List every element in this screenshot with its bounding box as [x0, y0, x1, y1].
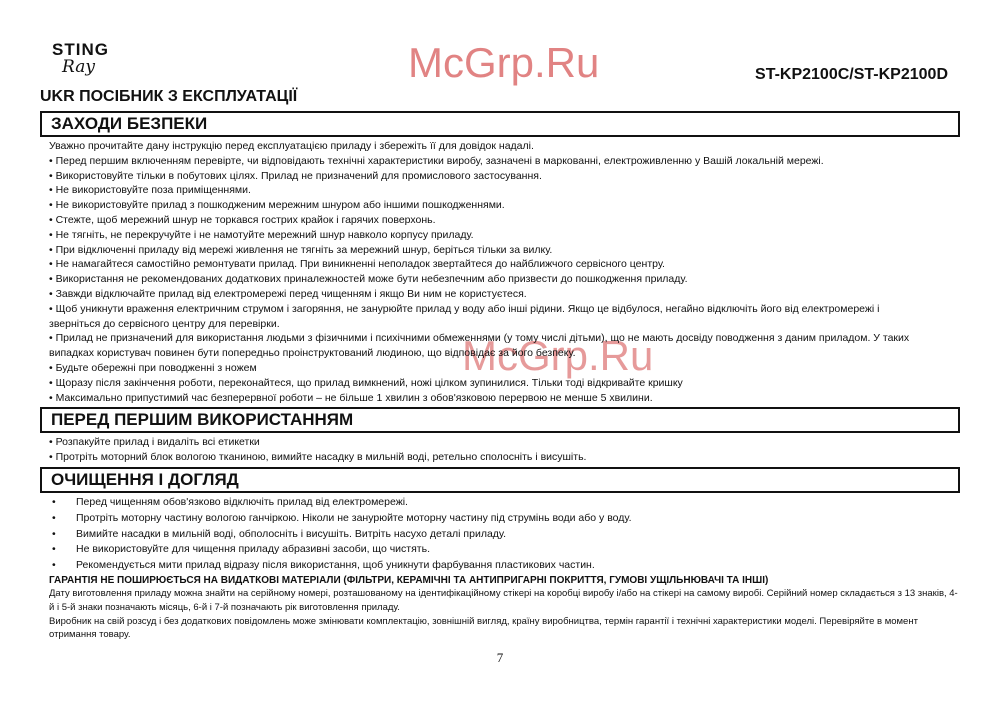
list-item: • Рекомендується мити прилад відразу після використання, щоб уникнути фарбування пластикових частин. [40, 558, 960, 574]
text-line: • Будьте обережні при поводженні з ножем [49, 361, 257, 374]
text-line: • Не використовуйте поза приміщеннями. [49, 184, 251, 197]
watermark-center: McGrp.Ru [462, 332, 654, 379]
text-line: • Використання не рекомендованих додаткових приналежностей може бути небезпечним або призвести до пошкодження приладу. [49, 273, 688, 286]
list-item: • Вимийте насадки в мильній воді, обполосніть і висушіть. Витріть насухо деталі приладу. [40, 527, 960, 543]
section-title-safety: ЗАХОДИ БЕЗПЕКИ [40, 111, 960, 137]
text-line: • Щоразу після закінчення роботи, переконайтеся, що прилад вимкнений, ножі цілком зупинилися. Тільки тоді відкривайте кришку [49, 376, 683, 389]
text-line: • При відключенні приладу від мережі живлення не тягніть за мережний шнур, беріться тільки за вилку. [49, 243, 553, 256]
brand-logo [52, 41, 132, 81]
text-line: • Не тягніть, не перекручуйте і не намотуйте мережний шнур навколо корпусу приладу. [49, 228, 474, 241]
watermark: McGrp.Ru [408, 39, 600, 86]
text-line: • Використовуйте тільки в побутових цілях. Прилад не призначений для промислового застосування. [49, 169, 542, 182]
document-title: UKR ПОСІБНИК З ЕКСПЛУАТАЦІЇ [40, 88, 298, 105]
text-line: зверніться до сервісного центру для перевірки. [49, 317, 280, 330]
text-line: Уважно прочитайте дану інструкцію перед експлуатацією приладу і збережіть її для довідок надалі. [49, 140, 534, 152]
text-line: • Не використовуйте прилад з пошкодженим мережним шнуром або іншими пошкодженнями. [49, 199, 505, 212]
first-use-text-block [40, 435, 960, 465]
list-item: • Не використовуйте для чищення приладу абразивні засоби, що чистять. [40, 542, 960, 558]
text-line: • Розпакуйте прилад і видаліть всі етикетки [49, 436, 260, 449]
text-line: • Перед першим включенням перевірте, чи відповідають технічні характеристики виробу, зазначені в маркованні, електроживленню у Вашій локальній мережі. [49, 154, 824, 167]
text-line: • Не намагайтеся самостійно ремонтувати прилад. При виникненні неполадок звертайтеся до найближчого сервісного центру. [49, 258, 665, 271]
text-line: • Прилад не призначений для використання людьми з фізичними і психічними обмеженнями (у тому числі дітьми), що не мають досвіду поводження з даним приладом. У таких [49, 332, 910, 345]
section-title-first-use: ПЕРЕД ПЕРШИМ ВИКОРИСТАННЯМ [40, 407, 960, 433]
cleaning-bullet-list [40, 495, 960, 574]
text-line: • Стежте, щоб мережний шнур не торкався гострих крайок і гарячих поверхонь. [49, 213, 436, 226]
text-line: • Протріть моторний блок вологою тканиною, вимийте насадку в мильній воді, ретельно сполосніть і висушіть. [49, 451, 587, 464]
text-line: • Щоб уникнути враження електричним струмом і загоряння, не занурюйте прилад у воду або інші рідини. Якщо це відбулося, негайно відключіть його від електромережі і [49, 302, 880, 315]
text-line: випадках користувач повинен бути попередньо проінструктований людиною, що відповідає за його безпеку. [49, 347, 576, 360]
safety-text-block [40, 139, 960, 405]
logo-sting-text: STING [52, 40, 109, 59]
text-line: • Максимально припустимий час безперервної роботи – не більше 1 хвилин з обов'язковою перервою не менше 5 хвилини. [49, 391, 653, 404]
page-number: 7 [496, 650, 504, 665]
manufacture-date-paragraph: Дату виготовлення приладу можна знайти на серійному номері, розташованому на ідентифікаційному стікері на коробці виробу і/або на стікері на самому виробі. Серійний номер складається з 13 знаків, 4-й і 5-й знаки позначають місяць, 6-й і 7-й позначають рік виготовлення приладу. [49, 587, 958, 613]
warranty-heading: ГАРАНТІЯ НЕ ПОШИРЮЄТЬСЯ НА ВИДАТКОВІ МАТЕРІАЛИ (ФІЛЬТРИ, КЕРАМІЧНІ ТА АНТИПРИГАРНІ ПОКРИТТЯ, ГУМОВІ УЩІЛЬНЮВАЧІ ТА ІНШІ) [49, 574, 769, 586]
model-number: ST-KP2100C/ST-KP2100D [755, 66, 948, 83]
logo-ray-text: Ray [62, 57, 95, 77]
text-line: • Завжди відключайте прилад від електромережі перед чищенням і якщо Ви ним не користуєтеся. [49, 287, 527, 300]
manual-content [40, 109, 960, 642]
section-title-cleaning: ОЧИЩЕННЯ І ДОГЛЯД [40, 467, 960, 493]
list-item: • Протріть моторну частину вологою ганчіркою. Ніколи не занурюйте моторну частину під струмінь води або у воду. [40, 511, 960, 527]
manufacturer-notice-paragraph: Виробник на свій розсуд і без додаткових повідомлень може змінювати комплектацію, зовнішній вигляд, країну виробництва, термін гарантії і технічні характеристики моделі. Перевіряйте в момент отримання товару. [49, 615, 918, 641]
list-item: • Перед чищенням обов'язково відключіть прилад від електромережі. [40, 495, 960, 511]
